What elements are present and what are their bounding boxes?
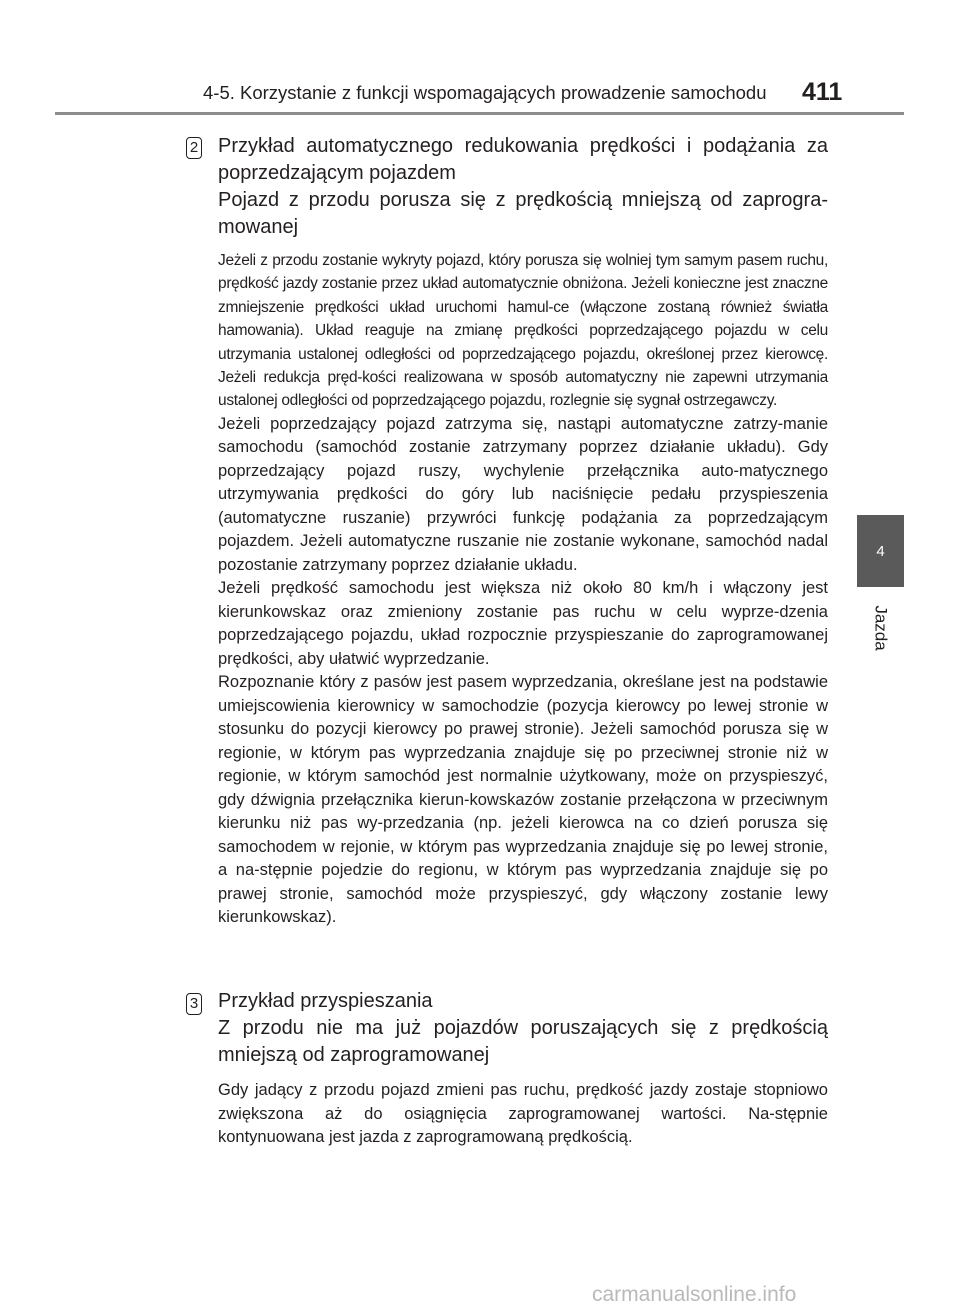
section-3-subtitle: Z przodu nie ma już pojazdów poruszających się z prędkością mniejszą od zaprogramowanej bbox=[218, 1017, 828, 1066]
section-2-paragraph-1: Jeżeli z przodu zostanie wykryty pojazd, który porusza się wolniej tym samym pasem ruchu, prędkość jazdy zostanie przez układ automatycznie obniżona. Jeżeli konieczne jest znaczne zmniejszenie prędkości układ uruchomi hamul-ce (włączone zostaną również światła hamowania). Układ reaguje na zmianę prędkości poprzedzającego pojazdu w celu utrzymania ustalonej odległości od poprzedzającego pojazdu, określonej przez kierowcę. Jeżeli redukcja pręd-kości realizowana w sposób automatyczny nie zapewni utrzymania ustalonej odległości od poprzedzającego pojazdu, rozlegnie się sygnał ostrzegawczy. bbox=[218, 252, 828, 410]
chapter-number: 4 bbox=[876, 542, 885, 560]
chapter-label: Jazda bbox=[872, 605, 891, 651]
section-header-title: 4-5. Korzystanie z funkcji wspomagających prowadzenie samochodu bbox=[203, 82, 767, 103]
section-2-paragraph-4: Rozpoznanie który z pasów jest pasem wyprzedzania, określane jest na podstawie umiejscowienia kierownicy w samochodzie (pozycja kierowcy po lewej stronie w stosunku do pozycji kierowcy po prawej stronie). Jeżeli samochód porusza się w regionie, w którym pas wyprzedzania znajduje się po przeciwnej stronie niż w regionie, w którym samochód jest normalnie użytkowany, może on przyspieszyć, gdy dźwignia przełącznika kierun-kowskazów zostanie przełączona w przeciwnym kierunku niż pas wy-przedzania (np. jeżeli kierowca na co dzień porusza się samochodem w rejonie, w którym pas wyprzedzania znajduje się po lewej stronie, a na-stępnie pojedzie do regionu, w którym pas wyprzedzania znajduje się po prawej stronie, samochód może przyspieszyć, gdy włączony zostanie lewy kierunkowskaz). bbox=[218, 673, 828, 927]
section-3 bbox=[218, 988, 828, 1150]
section-2-paragraph-2: Jeżeli poprzedzający pojazd zatrzyma się, nastąpi automatyczne zatrzy-manie samochodu (samochód zostanie zatrzymany poprzez działanie układu). Gdy poprzedzający pojazd ruszy, wychylenie przełącznika auto-matycznego utrzymywania prędkości do góry lub naciśnięcie pedału przyspieszenia (automatyczne ruszanie) przywróci funkcję podążania za poprzedzającym pojazdem. Jeżeli automatyczne ruszanie nie zostanie wykonane, samochód nadal pozostanie zatrzymany poprzez działanie układu. bbox=[218, 414, 828, 574]
section-2-title: Przykład automatycznego redukowania prędkości i podążania za poprzedzającym pojazdem bbox=[218, 135, 828, 184]
watermark: carmanualsonline.info bbox=[592, 1283, 797, 1306]
chapter-tab bbox=[857, 515, 904, 587]
step-3-icon: 3 bbox=[186, 993, 202, 1015]
step-2-icon: 2 bbox=[186, 137, 202, 159]
page-number: 411 bbox=[802, 78, 843, 106]
header-divider bbox=[55, 112, 904, 115]
section-2 bbox=[218, 133, 828, 930]
section-3-paragraph-1: Gdy jadący z przodu pojazd zmieni pas ruchu, prędkość jazdy zostaje stopniowo zwiększona aż do osiągnięcia zaprogramowanej wartości. Na-stępnie kontynuowana jest jazda z zaprogramowaną prędkością. bbox=[218, 1081, 828, 1146]
section-3-title: Przykład przyspieszania bbox=[218, 990, 433, 1012]
section-2-subtitle: Pojazd z przodu porusza się z prędkością mniejszą od zaprogra-mowanej bbox=[218, 189, 828, 238]
section-2-paragraph-3: Jeżeli prędkość samochodu jest większa niż około 80 km/h i włączony jest kierunkowskaz oraz zmieniony zostanie pas ruchu w celu wyprze-dzenia poprzedzającego pojazdu, układ rozpocznie przyspieszanie do zaprogramowanej prędkości, aby ułatwić wyprzedzanie. bbox=[218, 579, 828, 668]
chapter-label-box bbox=[863, 598, 899, 658]
